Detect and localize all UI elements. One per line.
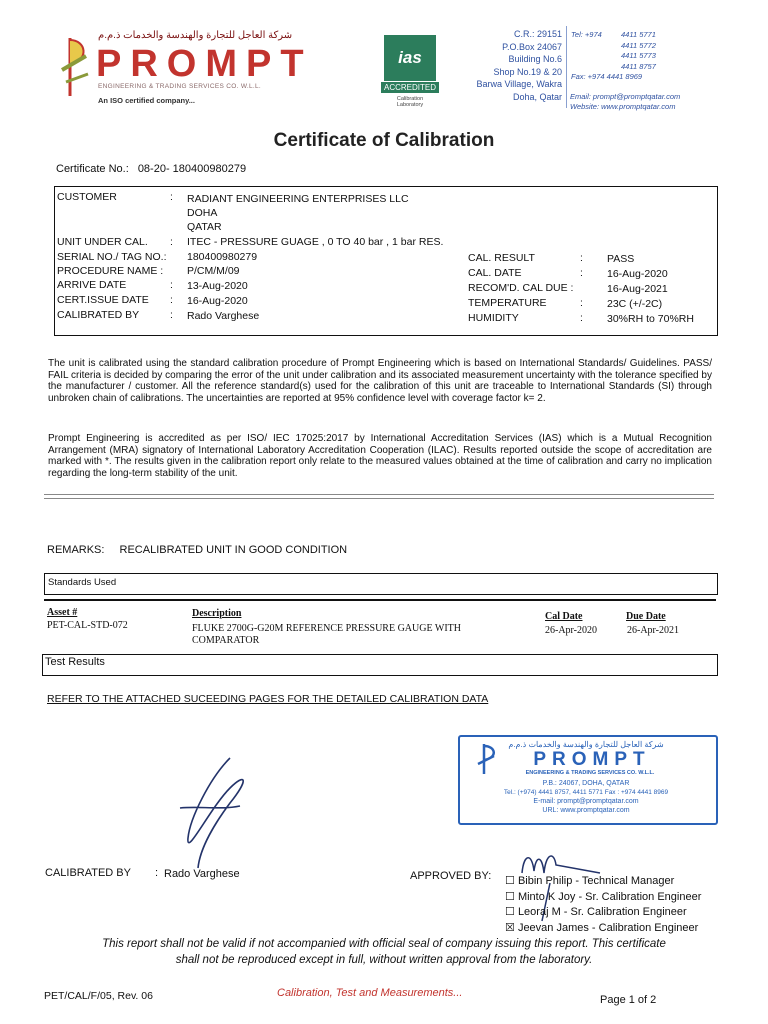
col-description: Description <box>192 608 242 619</box>
certificate-value: 08-20- 180400980279 <box>137 163 247 175</box>
company-subtitle: ENGINEERING & TRADING SERVICES CO. W.L.L. <box>98 83 262 90</box>
calibrated-by-value: Rado Varghese <box>187 310 260 322</box>
stamp-url: URL: www.promptqatar.com <box>542 807 630 814</box>
cal-result-label: CAL. RESULT <box>468 252 535 264</box>
calibrated-by-sign-name: Rado Varghese <box>164 868 240 880</box>
ias-accredited-label: ACCREDITED <box>381 82 439 93</box>
arrive-date-value: 13-Aug-2020 <box>187 280 248 292</box>
info-box <box>54 186 718 336</box>
fax-number: Fax: +974 4441 8969 <box>571 72 643 81</box>
stamp-tel: Tel.: (+974) 4441 8757, 4411 5771 Fax : +974 4441 8969 <box>503 789 669 796</box>
checkbox-icon[interactable]: ☐ <box>505 875 515 887</box>
page-title: Certificate of Calibration <box>273 130 495 151</box>
description-cell: FLUKE 2700G-G20M REFERENCE PRESSURE GAUGE WITH <box>192 623 461 634</box>
asset-cell: PET-CAL-STD-072 <box>47 620 128 631</box>
customer-name: RADIANT ENGINEERING ENTERPRISES LLC <box>187 193 409 205</box>
col-asset: Asset # <box>47 607 78 618</box>
cal-date-label: CAL. DATE <box>468 267 522 279</box>
phone-block <box>571 30 691 90</box>
procedure-label: PROCEDURE NAME : <box>57 265 164 277</box>
header-divider <box>566 26 567 108</box>
certificate-label: Certificate No.: <box>56 163 129 175</box>
approver-list <box>505 874 701 936</box>
colon: : <box>170 191 173 203</box>
serial-label: SERIAL NO./ TAG NO.: <box>57 251 167 263</box>
stamp-word: PROMPT <box>533 749 651 770</box>
checkbox-checked-icon[interactable]: ☒ <box>505 921 515 934</box>
calibrated-by-label: CALIBRATED BY <box>57 309 140 321</box>
cal-due-label: RECOM'D. CAL DUE : <box>468 282 574 294</box>
certificate-number <box>56 163 246 175</box>
cal-due-value: 16-Aug-2021 <box>607 283 668 295</box>
approver-name: Leoraj M - Sr. Calibration Engineer <box>517 906 687 918</box>
test-results-note: REFER TO THE ATTACHED SUCEEDING PAGES FOR THE DETAILED CALIBRATION DATA <box>47 693 489 705</box>
colon: : <box>170 294 173 306</box>
customer-label: CUSTOMER <box>57 191 117 203</box>
customer-country: QATAR <box>187 221 222 233</box>
colon: : <box>170 236 173 248</box>
address-line: Barwa Village, Wakra <box>476 79 562 89</box>
stamp-email: E-mail: prompt@promptqatar.com <box>533 798 639 805</box>
tel-number: 4411 5771 <box>621 30 656 39</box>
tel-number: 4411 5772 <box>621 40 656 50</box>
temperature-label: TEMPERATURE <box>468 297 547 309</box>
approver-item <box>505 890 701 906</box>
arrive-date-label: ARRIVE DATE <box>57 279 127 291</box>
form-number: PET/CAL/F/05, Rev. 06 <box>44 990 153 1002</box>
company-address <box>440 28 562 103</box>
address-line: Shop No.19 & 20 <box>493 66 562 77</box>
colon: : <box>170 279 173 291</box>
temperature-value: 23C (+/-2C) <box>607 298 663 310</box>
approved-by-label: APPROVED BY: <box>410 870 492 882</box>
approver-item <box>505 874 701 890</box>
calibrated-by-sign-label: CALIBRATED BY <box>45 867 131 879</box>
stamp-po: P.B.: 24067, DOHA, QATAR <box>542 780 630 787</box>
address-line: C.R.: 29151 <box>513 29 562 39</box>
tel-number: 4411 8757 <box>621 61 656 71</box>
colon: : <box>580 312 583 324</box>
company-logo-icon <box>56 30 96 100</box>
address-line: Doha, Qatar <box>512 91 562 102</box>
remarks-label: REMARKS: <box>47 544 105 556</box>
company-arabic-name: شركة العاجل للتجارة والهندسة والخدمات ذ.م.م <box>98 30 293 41</box>
calibrator-signature-icon <box>170 748 270 881</box>
section-divider <box>44 498 714 499</box>
approver-name: Bibin Philip - Technical Manager <box>517 875 675 887</box>
stamp-subtitle: ENGINEERING & TRADING SERVICES CO. W.L.L. <box>525 770 655 776</box>
approver-name: Jeevan James - Calibration Engineer <box>517 921 699 934</box>
checkbox-icon[interactable]: ☐ <box>505 890 515 903</box>
unit-value: ITEC - PRESSURE GUAGE , 0 TO 40 bar , 1 bar RES. <box>187 236 444 248</box>
table-top-rule <box>44 599 716 601</box>
address-line: Building No.6 <box>508 54 562 64</box>
unit-label: UNIT UNDER CAL. <box>57 236 148 248</box>
page-number: Page 1 of 2 <box>600 994 657 1006</box>
footer-tagline: Calibration, Test and Measurements... <box>277 987 463 999</box>
customer-city: DOHA <box>187 207 218 219</box>
remarks <box>47 544 347 556</box>
procedure-value: P/CM/M/09 <box>187 265 240 277</box>
issue-date-value: 16-Aug-2020 <box>187 295 248 307</box>
calibration-statement: The unit is calibrated using the standard calibration procedure of Prompt Engineering which is based on International Standards/ Guidelines. PASS/ FAIL criteria is decided by comparing the error of the unit under calibration and its associated measurement uncertainty with the tolerance specified by the manufacturer / customer. All the reference standard(s) used for the calibration of this unit are traceable to International Standards (SI) through unbroken chain of calibrations. The uncertainties are reported at 95% confidence level with coverage factor k= 2. <box>48 358 712 404</box>
col-cal-date: Cal Date <box>545 611 583 622</box>
col-due-date: Due Date <box>626 611 666 622</box>
approver-name: Minto K Joy - Sr. Calibration Engineer <box>517 890 702 903</box>
validity-note-1: This report shall not be valid if not accompanied with official seal of company issuing this report. This certificate <box>102 938 666 950</box>
tel-label: Tel: +974 <box>571 30 602 39</box>
remarks-value: RECALIBRATED UNIT IN GOOD CONDITION <box>119 544 348 556</box>
iso-tagline: An ISO certified company... <box>98 96 195 105</box>
approver-item <box>505 905 701 921</box>
section-divider <box>44 494 714 495</box>
colon: : <box>580 297 583 309</box>
standards-header-box <box>44 573 718 595</box>
test-results-box <box>42 654 718 676</box>
stamp-arabic: شركة العاجل للتجارة والهندسة والخدمات ذ.م.م <box>508 740 664 749</box>
cal-date-value: 16-Aug-2020 <box>607 268 668 280</box>
email-link[interactable]: Email: prompt@promptqatar.com <box>570 92 681 101</box>
issue-date-label: CERT.ISSUE DATE <box>57 294 149 306</box>
humidity-label: HUMIDITY <box>468 312 519 324</box>
test-results-heading: Test Results <box>45 656 105 668</box>
tel-number: 4411 5773 <box>621 51 656 60</box>
colon: : <box>580 252 583 264</box>
web-block <box>570 92 680 112</box>
accreditation-statement: Prompt Engineering is accredited as per ISO/ IEC 17025:2017 by International Accreditation Services (IAS) which is a Mutual Recognition Arrangement (MRA) signatory of International Laboratory Accreditation Cooperation (ILAC). Results reported outside the scope of accreditation are marked with *. The results given in the calibration report only relate to the measured values obtained at the time of calibration and carry no implication regarding the long-term stability of the unit. <box>48 433 712 479</box>
colon: : <box>155 867 159 879</box>
address-line: P.O.Box 24067 <box>502 41 562 52</box>
company-logo-word: PROMPT <box>96 43 313 85</box>
due-date-cell: 26-Apr-2021 <box>627 625 680 636</box>
ias-logo-icon: ias <box>384 35 436 81</box>
description-cell-cont: COMPARATOR <box>192 635 260 646</box>
cal-date-cell: 26-Apr-2020 <box>545 625 598 636</box>
website-link[interactable]: Website: www.promptqatar.com <box>570 102 676 111</box>
checkbox-icon[interactable]: ☐ <box>505 906 515 918</box>
colon: : <box>580 267 583 279</box>
serial-value: 180400980279 <box>187 251 258 263</box>
approver-item <box>505 921 701 937</box>
validity-note-2: shall not be reproduced except in full, without written approval from the laboratory. <box>175 954 593 966</box>
ias-lab-label: Calibration Laboratory <box>396 96 424 108</box>
standards-heading: Standards Used <box>48 577 117 588</box>
humidity-value: 30%RH to 70%RH <box>607 313 694 325</box>
cal-result-value: PASS <box>607 253 635 265</box>
stamp-logo-icon <box>476 742 500 779</box>
colon: : <box>170 309 173 321</box>
